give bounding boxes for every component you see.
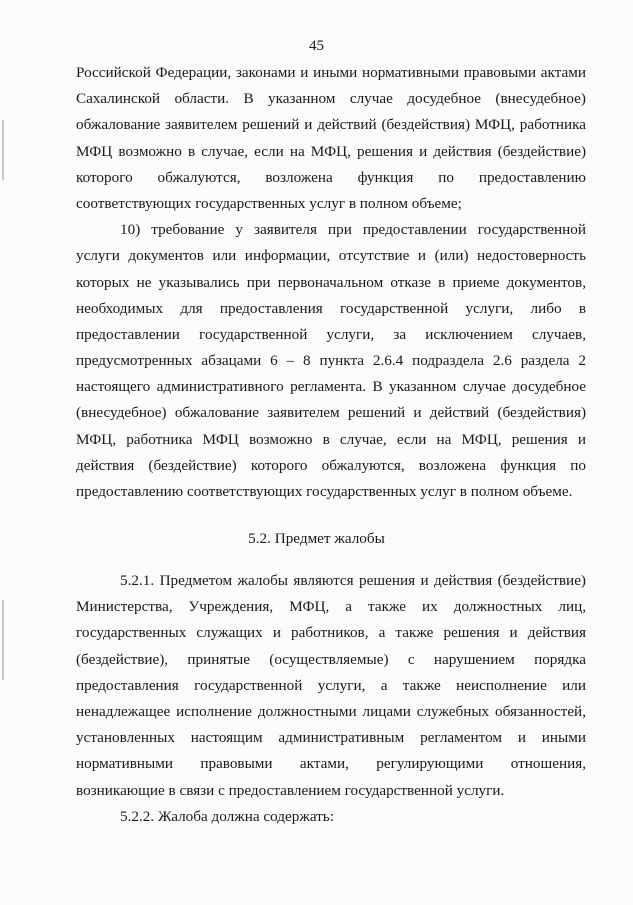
text-line: ненадлежащее исполнение должностными лицами служебных обязанностей, (76, 702, 586, 720)
text-line: соответствующих государственных услуг в полном объеме; (76, 194, 462, 212)
text-line: обжалование заявителем решений и действий (бездействия) МФЦ, работника (76, 116, 586, 134)
text-line: которых не указывались при первоначальном отказе в приеме документов, (76, 273, 586, 291)
page-number: 45 (309, 38, 324, 54)
paragraph-block-top (76, 60, 586, 505)
text-line: 5.2.2. Жалоба должна содержать: (120, 807, 334, 825)
text-line: МФЦ возможно в случае, если на МФЦ, решения и действия (бездействие) (76, 142, 586, 160)
text-line: Министерства, Учреждения, МФЦ, а также их должностных лиц, (76, 598, 586, 616)
paragraph-5-2-2 (76, 804, 586, 830)
text-line: предоставлении государственной услуги, за исключением случаев, (76, 325, 586, 343)
text-line: Российской Федерации, законами и иными нормативными правовыми актами (76, 64, 586, 81)
text-line: установленных настоящим административным регламентом и иными (76, 729, 586, 747)
scan-edge-mark (2, 600, 4, 680)
text-line: 5.2.1. Предметом жалобы являются решения и действия (бездействие) (120, 572, 586, 589)
text-line: предусмотренных абзацами 6 – 8 пункта 2.6.4 подраздела 2.6 раздела 2 (76, 352, 586, 370)
scan-edge-mark (2, 120, 4, 180)
text-line: нормативными правовыми актами, регулирующими отношения, (76, 755, 586, 773)
paragraph-block-section (76, 568, 586, 830)
text-line: Сахалинской области. В указанном случае досудебное (внесудебное) (76, 90, 586, 108)
text-line: действия (бездействие) которого обжалуются, возложена функция по (76, 456, 586, 474)
text-line: настоящего административного регламента. В указанном случае досудебное (76, 378, 586, 396)
text-line: возникающие в связи с предоставлением государственной услуги. (76, 781, 505, 799)
text-line: предоставления государственной услуги, а также неисполнение или (76, 676, 586, 694)
paragraph-item-10 (76, 217, 586, 505)
paragraph-5-2-1 (76, 568, 586, 804)
text-line: (бездействие), принятые (осуществляемые) с нарушением порядка (76, 650, 586, 668)
text-line: которого обжалуются, возложена функция по предоставлению (76, 168, 586, 186)
text-line: необходимых для предоставления государственной услуги, либо в (76, 299, 586, 317)
text-line: предоставлению соответствующих государственных услуг в полном объеме. (76, 483, 573, 500)
text-line: (внесудебное) обжалование заявителем решений и действий (бездействия) (76, 404, 586, 422)
text-line: 10) требование у заявителя при предоставлении государственной (120, 221, 586, 239)
section-heading: 5.2. Предмет жалобы (248, 530, 385, 547)
paragraph-continuation (76, 60, 586, 217)
text-line: услуги документов или информации, отсутствие и (или) недостоверность (76, 247, 586, 265)
text-line: государственных служащих и работников, а также решения и действия (76, 624, 586, 642)
text-line: МФЦ, работника МФЦ возможно в случае, если на МФЦ, решения и (76, 430, 586, 448)
